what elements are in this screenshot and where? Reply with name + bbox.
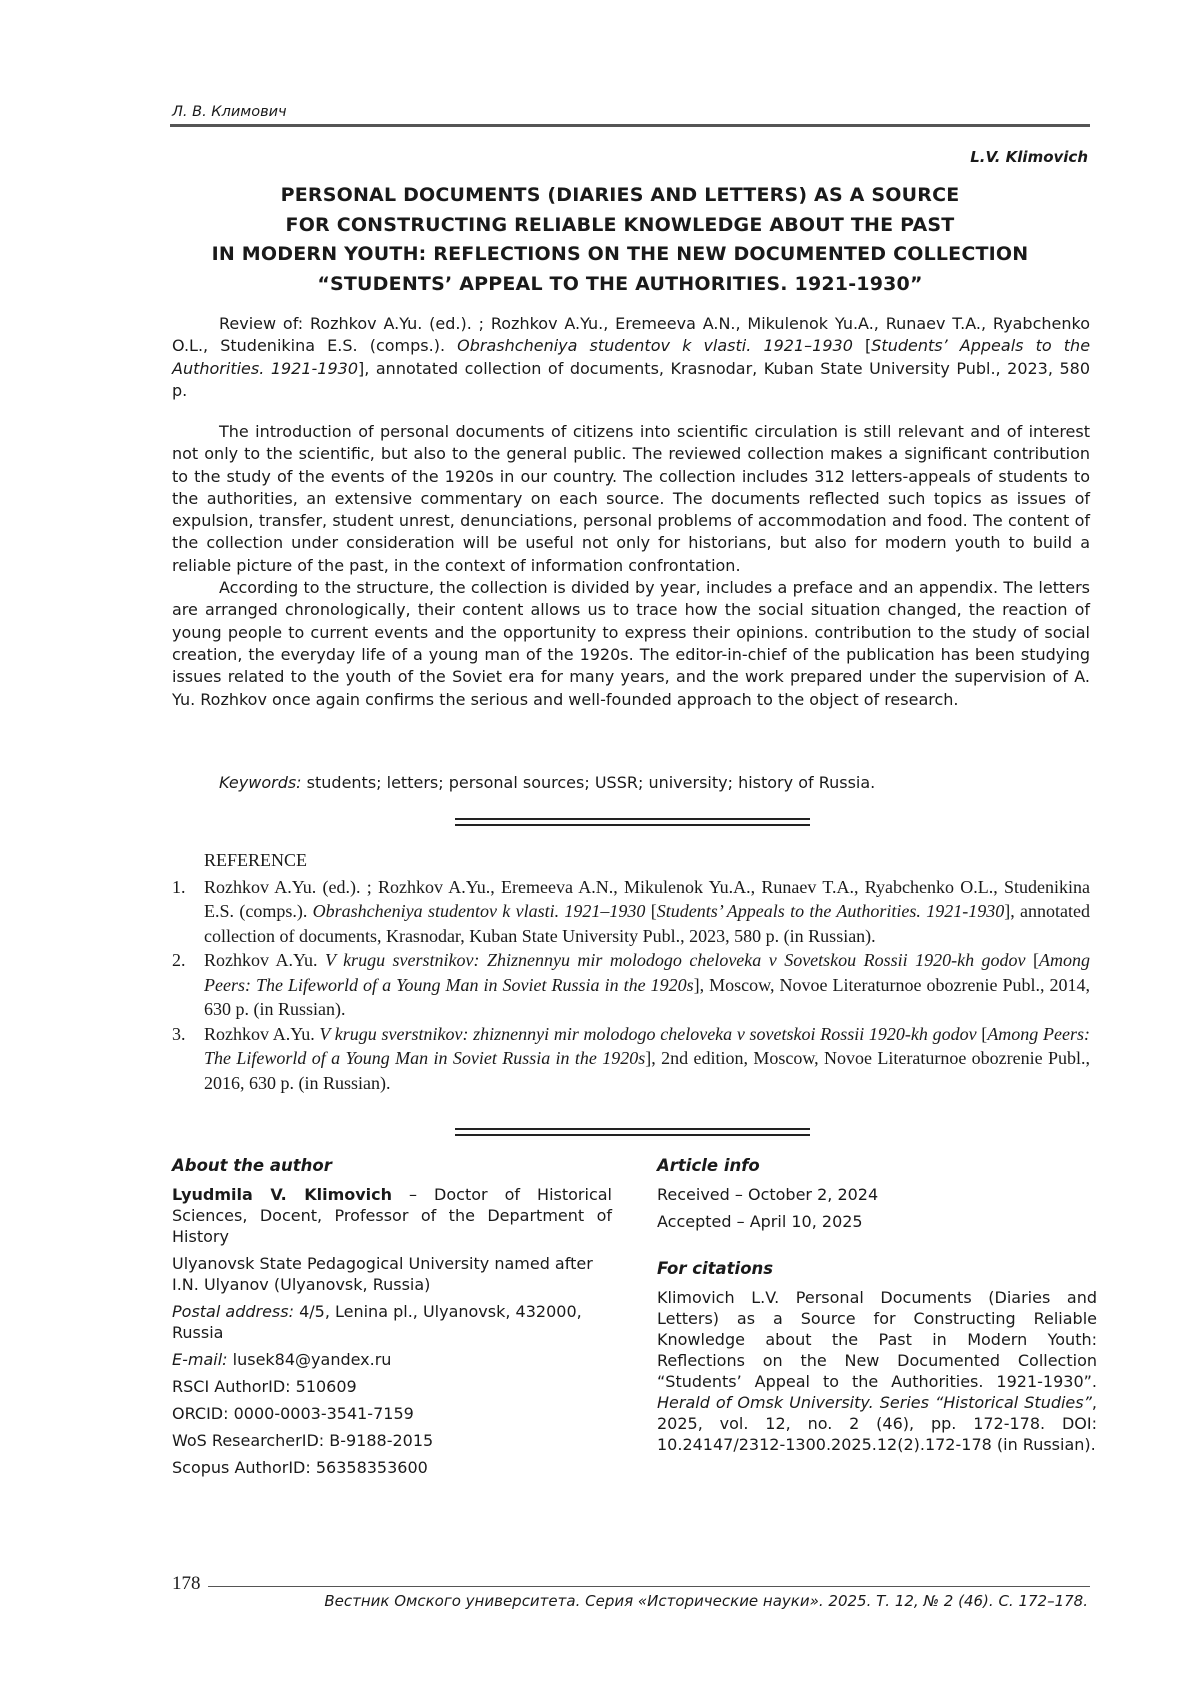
- citation-journal: Herald of Omsk University. Series “Historical Studies”: [657, 1393, 1092, 1412]
- reference-title: V krugu sverstnikov: Zhiznennyu mir molodogo cheloveka v Sovetskou Rossii 1920-kh godov: [324, 950, 1026, 970]
- reference-item: [172, 1022, 1090, 1096]
- footer-journal: Вестник Омского университета. Серия «Исторические науки». 2025. Т. 12, № 2 (46). С. 172–178.: [324, 1592, 1088, 1610]
- author-position: – Doctor of Historical Sciences, Docent, Professor of the Department of History: [172, 1185, 612, 1246]
- postal-address: 4/5, Lenina pl., Ulyanovsk, 432000, Russia: [172, 1302, 582, 1342]
- reference-number: 3.: [172, 1023, 186, 1044]
- reference-details: ], Moscow, Novoe Literaturnoe obozrenie Publ., 2014, 630 p. (in Russian).: [204, 974, 1090, 1019]
- reference-details: ], 2nd edition, Moscow, Novoe Literaturnoe obozrenie Publ., 2016, 630 p. (in Russian).: [204, 1048, 1090, 1093]
- reference-item: [172, 875, 1090, 949]
- article-info: [657, 1155, 1097, 1461]
- reference-details: ], annotated collection of documents, Krasnodar, Kuban State University Publ., 2023, 580 p. (in Russian).: [204, 901, 1090, 946]
- keywords-label: Keywords:: [219, 773, 302, 792]
- abstract-paragraph: The introduction of personal documents of citizens into scientific circulation is still relevant and of interest not only to the scientific, but also to the general public. The reviewed collection makes a significant contribution to the study of the events of the 1920s in our country. The collection includes 312 letters-appeals of students to the authorities, an extensive commentary on each source. The documents reflected such topics as issues of expulsion, transfer, student unrest, denunciations, personal problems of accommodation and food. The content of the collection under consideration will be useful not only for historians, but also for modern youth to build a reliable picture of the past, in the context of information confrontation.: [172, 422, 1090, 575]
- reference-text: [204, 875, 1090, 949]
- reference-item: [172, 948, 1090, 1022]
- author-wos: WoS ResearcherID: B-9188-2015: [172, 1431, 434, 1450]
- footer-rule: [208, 1586, 1090, 1587]
- author-scopus: Scopus AuthorID: 56358353600: [172, 1458, 428, 1477]
- title-line: PERSONAL DOCUMENTS (DIARIES AND LETTERS) AS A SOURCE: [280, 184, 960, 206]
- article-info-heading: Article info: [657, 1156, 760, 1175]
- reference-title: Obrashcheniya studentov k vlasti. 1921–1930: [312, 901, 646, 921]
- reference-translation: Students’ Appeals to the Authorities. 1921-1930: [656, 901, 1005, 921]
- email-label: E-mail:: [172, 1350, 228, 1369]
- author-orcid: ORCID: 0000-0003-3541-7159: [172, 1404, 414, 1423]
- accepted-date: Accepted – April 10, 2025: [657, 1212, 863, 1231]
- reference-text: [204, 948, 1090, 1022]
- about-author-heading: About the author: [172, 1156, 332, 1175]
- reference-bracket: [: [645, 901, 657, 921]
- reference-title: V krugu sverstnikov: zhiznennyi mir molodogo cheloveka v sovetskoi Rossii 1920-kh godov: [319, 1023, 977, 1044]
- author-rsci: RSCI AuthorID: 510609: [172, 1377, 357, 1396]
- review-prefix: Review of: Rozhkov A.Yu. (ed.). ; Rozhkov A.Yu., Eremeeva A.N., Mikulenok Yu.A., Runaev T.A., Ryabchenko O.L., Studenikina E.S. (comps.).: [172, 314, 1090, 356]
- title-line: FOR CONSTRUCTING RELIABLE KNOWLEDGE ABOUT THE PAST: [285, 213, 955, 236]
- reference-text: [204, 1022, 1090, 1096]
- reference-authors: Rozhkov A.Yu.: [204, 950, 325, 970]
- review-bracket: [: [852, 336, 872, 356]
- reference-bracket: [: [976, 1023, 988, 1044]
- reference-translation: Among Peers: The Lifeworld of a Young Man in Soviet Russia in the 1920s: [204, 1023, 1090, 1068]
- author-postal: [172, 1301, 612, 1343]
- reference-bracket: [: [1025, 950, 1039, 970]
- reference-authors: Rozhkov A.Yu.: [204, 1023, 320, 1044]
- reference-number: 2.: [172, 950, 186, 970]
- review-book-title: Obrashcheniya studentov k vlasti. 1921–1930: [457, 336, 853, 356]
- keywords-text: students; letters; personal sources; USSR; university; history of Russia.: [301, 773, 876, 792]
- review-suffix: ], annotated collection of documents, Krasnodar, Kuban State University Publ., 2023, 580 p.: [172, 358, 1090, 400]
- article-title: [150, 181, 1090, 299]
- author-name: Lyudmila V. Klimovich: [172, 1185, 393, 1204]
- title-line: IN MODERN YOUTH: REFLECTIONS ON THE NEW DOCUMENTED COLLECTION: [211, 243, 1029, 265]
- reference-authors: Rozhkov A.Yu. (ed.). ; Rozhkov A.Yu., Eremeeva A.N., Mikulenok Yu.A., Runaev T.A., Ryabchenko O.L., Studenikina E.S. (comps.).: [204, 876, 1090, 921]
- section-divider: [455, 818, 810, 826]
- page-number: 178: [172, 1573, 201, 1594]
- references-heading: REFERENCE: [204, 850, 308, 870]
- postal-label: Postal address:: [172, 1302, 294, 1321]
- abstract-paragraph: According to the structure, the collection is divided by year, includes a preface and an appendix. The letters are arranged chronologically, their content allows us to trace how the social situation changed, the reaction of young people to current events and the opportunity to express their opinions. contribution to the study of social creation, the everyday life of a young man of the 1920s. The editor-in-chief of the publication has been studying issues related to the youth of the Soviet era for many years, and the work prepared under the supervision of A. Yu. Rozhkov once again confirms the serious and well-founded approach to the object of research.: [172, 578, 1090, 709]
- email-value: lusek84@yandex.ru: [227, 1350, 392, 1369]
- author-affiliation: Ulyanovsk State Pedagogical University named after I.N. Ulyanov (Ulyanovsk, Russia): [172, 1254, 593, 1294]
- header-rule: [170, 124, 1090, 127]
- author-email: [172, 1349, 612, 1370]
- reference-translation: Among Peers: The Lifeworld of a Young Man in Soviet Russia in the 1920s: [204, 950, 1090, 995]
- section-divider: [455, 1128, 810, 1136]
- citation-text: [657, 1287, 1097, 1455]
- title-line: “STUDENTS’ APPEAL TO THE AUTHORITIES. 1921-1930”: [317, 272, 923, 295]
- review-book-translation: Students’ Appeals to the Authorities. 1921-1930: [172, 336, 1091, 378]
- running-head: Л. В. Климович: [172, 104, 287, 120]
- keywords: [172, 772, 1090, 794]
- references: [172, 848, 1090, 1095]
- about-author: [172, 1155, 612, 1484]
- received-date: Received – October 2, 2024: [657, 1185, 879, 1204]
- reference-number: 1.: [172, 876, 186, 897]
- abstract: [172, 421, 1090, 711]
- article-author: L.V. Klimovich: [970, 148, 1088, 166]
- citation-body: Klimovich L.V. Personal Documents (Diaries and Letters) as a Source for Constructing Reliable Knowledge about the Past in Modern Youth: Reflections on the New Documented Collection “Students’ Appeal to the Authorities. 1921-1930”.: [657, 1288, 1097, 1391]
- citation-heading: For citations: [657, 1259, 774, 1278]
- author-bio: [172, 1184, 612, 1247]
- citation-rest: , 2025, vol. 12, no. 2 (46), pp. 172-178. DOI: 10.24147/2312-1300.2025.12(2).172-178 (in Russian).: [657, 1393, 1097, 1454]
- review-of: [172, 313, 1090, 402]
